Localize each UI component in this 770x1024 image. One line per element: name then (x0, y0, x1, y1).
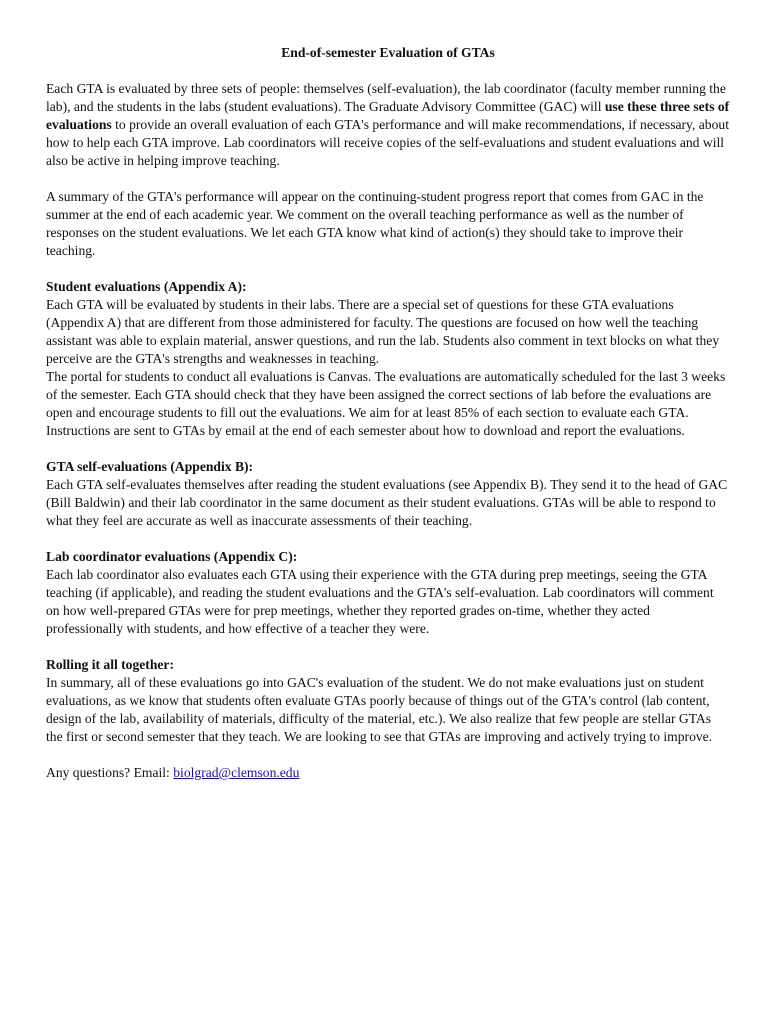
section-body (46, 674, 730, 746)
section-heading: Student evaluations (Appendix A): (46, 279, 247, 294)
section-gta-self-evaluations (46, 458, 730, 530)
section-body (46, 566, 730, 638)
section-paragraph: The portal for students to conduct all evaluations is Canvas. The evaluations are automatically scheduled for the last 3 weeks of the semester. Each GTA should check that they have been assigned the correct sections of lab before the evaluations are open and encourage students to fill out the evaluations. We aim for at least 85% of each section to evaluate each GTA. Instructions are sent to GTAs by email at the end of each semester about how to download and report the evaluations. (46, 369, 726, 438)
intro-paragraph (46, 80, 730, 170)
section-lab-coordinator-evaluations (46, 548, 730, 638)
contact-line (46, 764, 730, 782)
section-heading: Lab coordinator evaluations (Appendix C): (46, 549, 298, 564)
section-paragraph: Each lab coordinator also evaluates each GTA using their experience with the GTA during prep meetings, seeing the GTA teaching (if applicable), and reading the student evaluations and the GTA's self-evaluation. Lab coordinators will comment on how well-prepared GTAs were for prep meetings, whether they reported grades on-time, whether they acted professionally with students, and how effective of a teacher they were. (46, 567, 714, 636)
section-heading: Rolling it all together: (46, 657, 174, 672)
section-body (46, 476, 730, 530)
intro-bold-phrase: use these three sets of evaluations (46, 99, 730, 132)
contact-label: Any questions? Email: (46, 765, 174, 780)
intro-text-part1: Each GTA is evaluated by three sets of people: themselves (self-evaluation), the lab coordinator (faculty member running the lab), and the students in the labs (student evaluations). The Graduate Advisory Committee (GAC) will (46, 81, 726, 114)
document-title: End-of-semester Evaluation of GTAs (281, 45, 495, 60)
document-page (46, 44, 730, 800)
summary-paragraph: A summary of the GTA's performance will appear on the continuing-student progress report that comes from GAC in the summer at the end of each academic year. We comment on the overall teaching performance as well as the number of responses on the student evaluations. We let each GTA know what kind of action(s) they should take to improve their teaching. (46, 189, 704, 258)
section-paragraph: Each GTA will be evaluated by students in their labs. There are a special set of questions for these GTA evaluations (Appendix A) that are different from those administered for faculty. The questions are focused on how well the teaching assistant was able to explain material, answer questions, and run the lab. Students also comment in text blocks on what they perceive are the GTA's strengths and weaknesses in teaching. (46, 297, 720, 366)
section-rolling-it-all-together (46, 656, 730, 746)
section-paragraph: In summary, all of these evaluations go into GAC's evaluation of the student. We do not make evaluations just on student evaluations, as we know that students often evaluate GTAs poorly because of things out of the GTA's control (lab content, design of the lab, availability of materials, difficulty of the material, etc.). We also realize that few people are stellar GTAs the first or second semester that they teach. We are looking to see that GTAs are improving and actively trying to improve. (46, 675, 713, 744)
section-student-evaluations (46, 278, 730, 440)
section-paragraph: Each GTA self-evaluates themselves after reading the student evaluations (see Appendix B). They send it to the head of GAC (Bill Baldwin) and their lab coordinator in the same document as their student evaluations. GTAs will be able to respond to what they feel are accurate as well as inaccurate assessments of their teaching. (46, 477, 728, 528)
email-link[interactable]: biolgrad@clemson.edu (173, 765, 300, 780)
section-heading: GTA self-evaluations (Appendix B): (46, 459, 254, 474)
intro-text-part2: to provide an overall evaluation of each GTA's performance and will make recommendations, if necessary, about how to help each GTA improve. Lab coordinators will receive copies of the self-evaluations and student evaluations and will also be active in helping improve teaching. (46, 117, 729, 168)
section-body (46, 296, 730, 440)
